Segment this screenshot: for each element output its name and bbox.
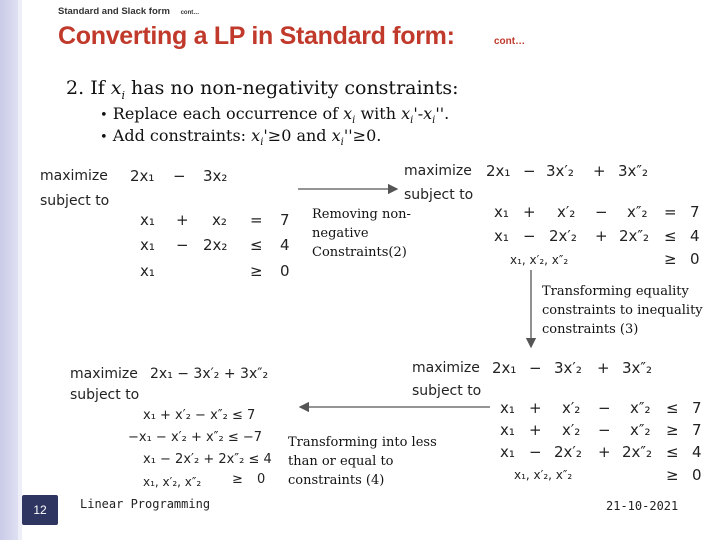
page-title: Converting a LP in Standard form:	[58, 22, 455, 50]
lp-c-r3-rel: ≤	[666, 443, 679, 461]
lp-c-r2-rhs: 7	[692, 421, 702, 439]
lp-c-r1-c3: x″₂	[630, 399, 651, 417]
bullet-1-text-b: with	[355, 104, 402, 123]
lp-b-obj-t1: 2x₁	[486, 162, 511, 180]
step4-note: Transforming into less than or equal to constraints (4)	[288, 435, 437, 488]
bullet-1-text-c: '-	[413, 104, 424, 123]
breadcrumb-text: Standard and Slack form	[58, 6, 170, 17]
point-suffix: has no non-negativity constraints:	[125, 77, 459, 99]
lp-c-r2-c1: x₁	[500, 421, 515, 439]
lp-b-obj-t3: 3x″₂	[618, 162, 649, 180]
lp-b-r1-c2: x′₂	[557, 203, 576, 221]
lp-c-nonneg-rel: ≥	[666, 466, 679, 484]
lp-b-nonneg-rhs: 0	[690, 250, 700, 268]
footer-date: 21-10-2021	[606, 499, 679, 513]
lp-c-obj-t1: 2x₁	[492, 359, 517, 377]
slide-number: 12	[22, 495, 58, 525]
lp-c-r2-c3: x″₂	[630, 421, 651, 439]
lp-d-row-2: −x₁ − x′₂ + x″₂ ≤ −7	[128, 430, 263, 445]
title-cont: cont…	[494, 36, 526, 47]
lp-b-obj-op1: −	[523, 162, 536, 180]
bullet-replace: • Replace each occurrence of $x_i$ with $x_i'-x_i''$.	[100, 104, 450, 127]
lp-c-r3-op2: +	[598, 443, 611, 461]
lp-c-nonneg-vars: x₁, x′₂, x″₂	[514, 468, 573, 482]
bullet-2-text-c: ''≥0.	[343, 126, 382, 145]
lp-a-r2-c2: 2x₂	[203, 236, 228, 254]
lp-a-r1-c1: x₁	[140, 211, 155, 229]
breadcrumb-cont: cont…	[180, 10, 200, 16]
lp-c-r2-op2: −	[598, 421, 611, 439]
lp-c-r3-c1: x₁	[500, 443, 515, 461]
lp-a-r3-rhs: 0	[280, 262, 290, 280]
point-prefix: If	[90, 77, 111, 99]
lp-c-obj-op2: +	[597, 359, 610, 377]
lp-b-r2-rhs: 4	[690, 227, 700, 245]
lp-c-r1-op1: +	[529, 399, 542, 417]
lp-b-r2-rel: ≤	[664, 227, 677, 245]
bullet-1-text-a: Replace each occurrence of	[112, 104, 344, 123]
lp-d-maximize: maximize	[70, 366, 138, 382]
lp-b-r1-rel: =	[664, 203, 677, 221]
lp-c-subject-to: subject to	[412, 383, 482, 399]
lp-d-nonneg-rel: ≥	[232, 472, 243, 487]
lp-a-r1-rel: =	[250, 211, 263, 229]
lp-a-r2-rel: ≤	[250, 236, 263, 254]
lp-b-obj-t2: 3x′₂	[546, 162, 574, 180]
lp-c-nonneg-rhs: 0	[692, 466, 702, 484]
lp-c-obj-t2: 3x′₂	[554, 359, 582, 377]
lp-a-r3-c1: x₁	[140, 262, 155, 280]
lp-c-r3-op1: −	[529, 443, 542, 461]
lp-d-row-1: x₁ + x′₂ − x″₂ ≤ 7	[143, 408, 256, 423]
point-var: x	[110, 77, 122, 99]
lp-a-subject-to: subject to	[40, 193, 110, 209]
point-number: 2.	[66, 77, 85, 99]
lp-d-objective: 2x₁ − 3x′₂ + 3x″₂	[150, 366, 269, 382]
lp-a-obj-term2: 3x₂	[203, 167, 228, 185]
bullet-1-text-d: ''.	[435, 104, 450, 123]
lp-b-subject-to: subject to	[404, 187, 474, 203]
lp-c-r3-c2: 2x′₂	[554, 443, 582, 461]
lp-c-r1-c1: x₁	[500, 399, 515, 417]
lp-c-r1-rhs: 7	[692, 399, 702, 417]
lp-c-r2-rel: ≥	[666, 421, 679, 439]
step3-note: Transforming equality constraints to inequality constraints (3)	[542, 284, 703, 337]
lp-b-obj-op2: +	[593, 162, 606, 180]
lp-b-r2-c2: 2x′₂	[549, 227, 577, 245]
lp-b-r1-op2: −	[595, 203, 608, 221]
lp-b-nonneg-rel: ≥	[664, 250, 677, 268]
lp-c-obj-t3: 3x″₂	[622, 359, 653, 377]
lp-c-r1-c2: x′₂	[562, 399, 581, 417]
lp-b-r1-rhs: 7	[690, 203, 700, 221]
lp-d-nonneg-rhs: 0	[257, 472, 266, 487]
bullet-add-constraints: • Add constraints: $x_i'\ge 0$ and $x_i''\ge 0$.	[100, 126, 382, 149]
lp-a-obj-op: −	[173, 167, 186, 185]
lp-c-r2-op1: +	[529, 421, 542, 439]
lp-b-maximize: maximize	[404, 163, 472, 179]
lp-c-r2-c2: x′₂	[562, 421, 581, 439]
lp-a-r1-c2: x₂	[212, 211, 227, 229]
lp-c-r1-op2: −	[598, 399, 611, 417]
lp-b-nonneg-vars: x₁, x′₂, x″₂	[510, 253, 569, 267]
step2-note: Removing non-negative Constraints(2)	[312, 207, 411, 260]
lp-b-r2-c1: x₁	[494, 227, 509, 245]
bullet-2-text-a: Add constraints:	[112, 126, 252, 145]
lp-b-r2-op2: +	[595, 227, 608, 245]
lp-b-r2-op1: −	[523, 227, 536, 245]
lp-a-r2-c1: x₁	[140, 236, 155, 254]
lp-a-maximize: maximize	[40, 168, 108, 184]
lp-a-r1-rhs: 7	[280, 211, 290, 229]
bullet-2-text-b: '≥0 and	[263, 126, 332, 145]
lp-a-r2-rhs: 4	[280, 236, 290, 254]
lp-b-r1-op1: +	[523, 203, 536, 221]
lp-a-r1-op: +	[176, 211, 189, 229]
lp-b-r1-c1: x₁	[494, 203, 509, 221]
point-var-sub: i	[121, 88, 126, 102]
lp-a-r2-op: −	[176, 236, 189, 254]
lp-d-subject-to: subject to	[70, 387, 140, 403]
lp-c-maximize: maximize	[412, 360, 480, 376]
lp-d-nonneg-vars: x₁, x′₂, x″₂	[143, 475, 202, 489]
lp-b-r1-c3: x″₂	[627, 203, 648, 221]
lp-a-r3-rel: ≥	[250, 262, 263, 280]
lp-a-obj-term1: 2x₁	[130, 167, 155, 185]
lp-c-r3-rhs: 4	[692, 443, 702, 461]
lp-c-obj-op1: −	[529, 359, 542, 377]
footer-course: Linear Programming	[80, 497, 211, 511]
lp-d-row-3: x₁ − 2x′₂ + 2x″₂ ≤ 4	[143, 452, 272, 467]
lp-c-r3-c3: 2x″₂	[622, 443, 653, 461]
lp-c-r1-rel: ≤	[666, 399, 679, 417]
lp-b-r2-c3: 2x″₂	[619, 227, 650, 245]
